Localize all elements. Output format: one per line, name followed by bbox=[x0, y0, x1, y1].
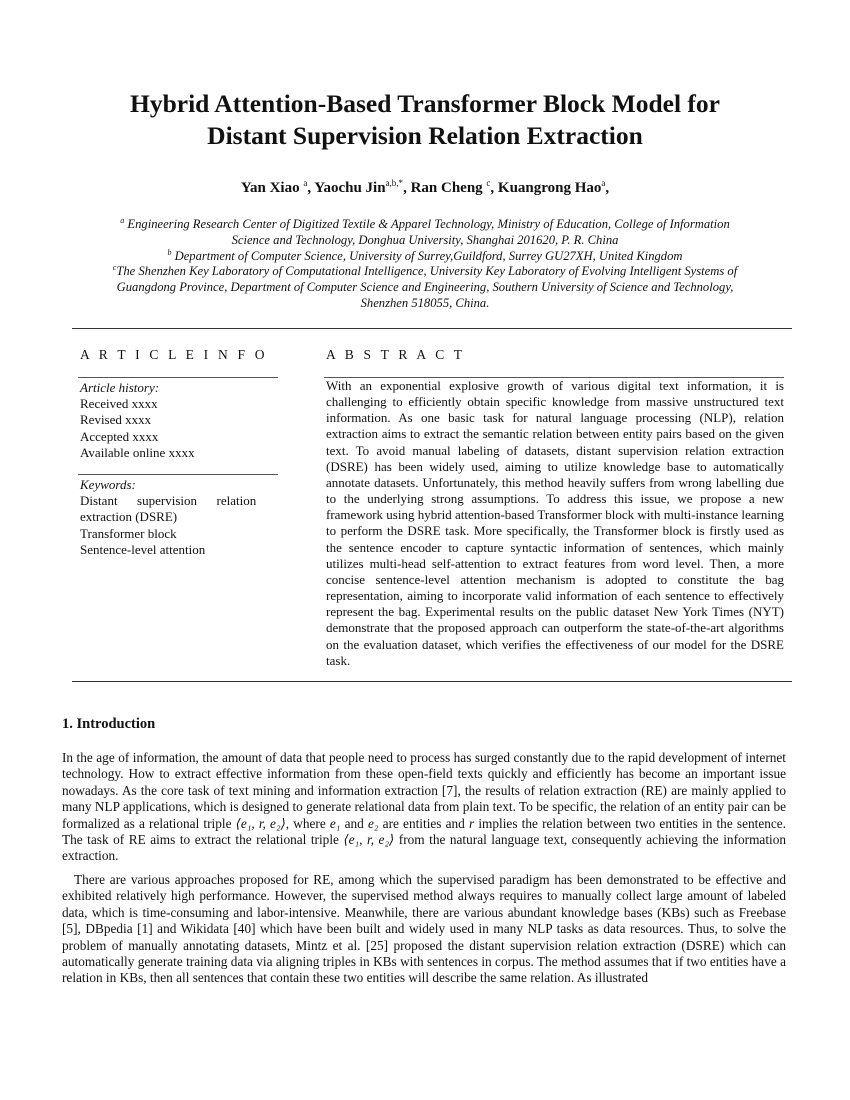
abstract-heading: A B S T R A C T bbox=[326, 347, 466, 362]
article-history-label: Article history: bbox=[80, 380, 160, 395]
math-r: r bbox=[469, 815, 475, 831]
affil-text: Engineering Research Center of Digitized Textile & Apparel Technology, Ministry of Education, College of Information bbox=[127, 217, 730, 231]
author-name: Yan Xiao bbox=[240, 180, 300, 196]
top-divider bbox=[72, 328, 792, 329]
affiliation-a bbox=[78, 217, 772, 233]
keyword: Transformer block bbox=[80, 525, 177, 541]
keywords-divider bbox=[78, 474, 278, 475]
author-list: Yan Xiao $^a$, Yaochu Jin$^{a,b,*}$, Ran Cheng $^c$, Kuangrong Hao$^a$, bbox=[240, 178, 610, 196]
keywords-label: Keywords: bbox=[80, 477, 136, 492]
paragraph-text: implies the relation between two entities in the sentence. The task of RE aims to extract the relational triple bbox=[62, 815, 786, 848]
affiliation-c-cont2: Shenzhen 518055, China. bbox=[360, 295, 490, 310]
affil-mark: b bbox=[167, 247, 172, 257]
keyword: extraction (DSRE) bbox=[80, 509, 178, 525]
section-heading-introduction: 1. Introduction bbox=[62, 716, 156, 732]
affiliation-a-cont: Science and Technology, Donghua University, Shanghai 201620, P. R. China bbox=[231, 232, 619, 247]
history-revised: Revised xxxx bbox=[80, 412, 152, 428]
math-e2: e₂ bbox=[367, 815, 379, 831]
abstract-text: With an exponential explosive growth of various digital text information, it is challenging to efficiently obtain specific knowledge from massive unstructured text information. As one basic task for natural language processing (NLP), relation extraction aims to extract the semantic relation between entity pairs based on the given text. To avoid manual labeling of datasets, distant supervision relation extraction (DSRE) has been widely used, aiming to utilize knowledge base to automatically annotate datasets. Unfortunately, this method heavily suffers from wrong labelling due to the underlying strong assumptions. To address this issue, we propose a new framework using hybrid attention-based Transformer block with multi-instance learning to perform the DSRE task. More specifically, the Transformer block is firstly used as the sentence encoder to capture syntactic information of sentences, which mainly utilizes multi-head self-attention to extract features from word level. Then, a more concise sentence-level attention mechanism is adopted to constitute the bag representation, aiming to incorporate valid information of each sentence to effectively represent the bag. Experimental results on the public dataset New York Times (NYT) demonstrate that the proposed approach can outperform the state-of-the-art algorithms on the evaluation dataset, which verifies the effectiveness of our model for the DSRE task. bbox=[326, 378, 784, 668]
bottom-divider bbox=[72, 681, 792, 682]
affil-mark: a bbox=[120, 215, 125, 225]
affiliation-c bbox=[78, 264, 772, 280]
affiliations bbox=[78, 217, 772, 312]
paragraph-text: , where bbox=[285, 815, 330, 831]
article-info-heading: A R T I C L E I N F O bbox=[80, 347, 268, 362]
author-affil-mark: a bbox=[601, 178, 606, 188]
keyword: Distant supervision relation bbox=[80, 493, 257, 509]
intro-paragraph-1 bbox=[62, 750, 786, 865]
author-affil-mark: a bbox=[303, 178, 308, 188]
affil-text: Department of Computer Science, University of Surrey,Guildford, Surrey GU27XH, United Kingdom bbox=[174, 248, 683, 263]
affiliation-c-cont: Guangdong Province, Department of Computer Science and Engineering, Southern University of Science and Technology, bbox=[116, 280, 734, 295]
title-line-2: Distant Supervision Relation Extraction bbox=[207, 121, 643, 150]
affiliation-b bbox=[78, 249, 772, 265]
keyword: Sentence-level attention bbox=[80, 541, 206, 557]
article-info-divider bbox=[78, 377, 278, 378]
author-name: Kuangrong Hao bbox=[497, 180, 602, 196]
math-triple: ⟨e₁, r, e₂⟩ bbox=[343, 832, 395, 848]
author-affil-mark: a,b,* bbox=[385, 178, 404, 188]
history-received: Received xxxx bbox=[80, 396, 158, 412]
paragraph-text: and bbox=[340, 815, 368, 831]
paragraph-text: are entities and bbox=[378, 815, 469, 831]
author-name: Ran Cheng bbox=[410, 180, 483, 196]
math-e1: e₁ bbox=[329, 815, 341, 831]
paragraph-text: from the natural language text, consequently achieving the information extraction. bbox=[62, 832, 787, 864]
affil-mark: c bbox=[112, 263, 117, 273]
math-triple: ⟨e₁, r, e₂⟩ bbox=[235, 815, 286, 831]
history-accepted: Accepted xxxx bbox=[80, 428, 159, 444]
author-affil-mark: c bbox=[486, 178, 491, 188]
paragraph-text: In the age of information, the amount of data that people need to process has surged constantly due to the rapid development of internet technology. How to extract effective information from these open-field texts quickly and efficiently has become an important issue nowadays. As the core task of text mining and information extraction [7], the results of relation extraction (RE) are mainly applied to many NLP applications, which is designed to generate relational data from plain text. To be specific, the relation of an entity pair can be formalized as a relational triple bbox=[62, 750, 786, 831]
keywords bbox=[80, 477, 275, 558]
article-history bbox=[80, 380, 275, 461]
intro-paragraph-2: There are various approaches proposed for RE, among which the supervised paradigm has been demonstrated to be effective and exhibited relatively high performance. However, the supervised method always requires to manually collect large amount of labeled data, which is time-consuming and labor-intensive. Meanwhile, there are various abundant knowledge bases (KBs) such as Freebase [5], DBpedia [1] and Wikidata [40] which have been built and widely used in many NLP tasks as data resources. Thus, to solve the problem of manually annotating datasets, Mintz et al. [25] proposed the distant supervision relation extraction (DSRE) which can automatically generate training data via aligning triples in KBs with sentences in corpus. The method assumes that if two entities have a relation in KBs, then all sentences that contain these two entities will describe the same relation. As illustrated bbox=[62, 872, 786, 986]
paper-title bbox=[60, 88, 790, 152]
history-online: Available online xxxx bbox=[80, 444, 195, 460]
author-name: Yaochu Jin bbox=[314, 180, 386, 196]
title-line-1: Hybrid Attention-Based Transformer Block Model for bbox=[129, 89, 720, 118]
affil-text: The Shenzhen Key Laboratory of Computational Intelligence, University Key Laboratory of Evolving Intelligent Systems of bbox=[116, 264, 738, 279]
